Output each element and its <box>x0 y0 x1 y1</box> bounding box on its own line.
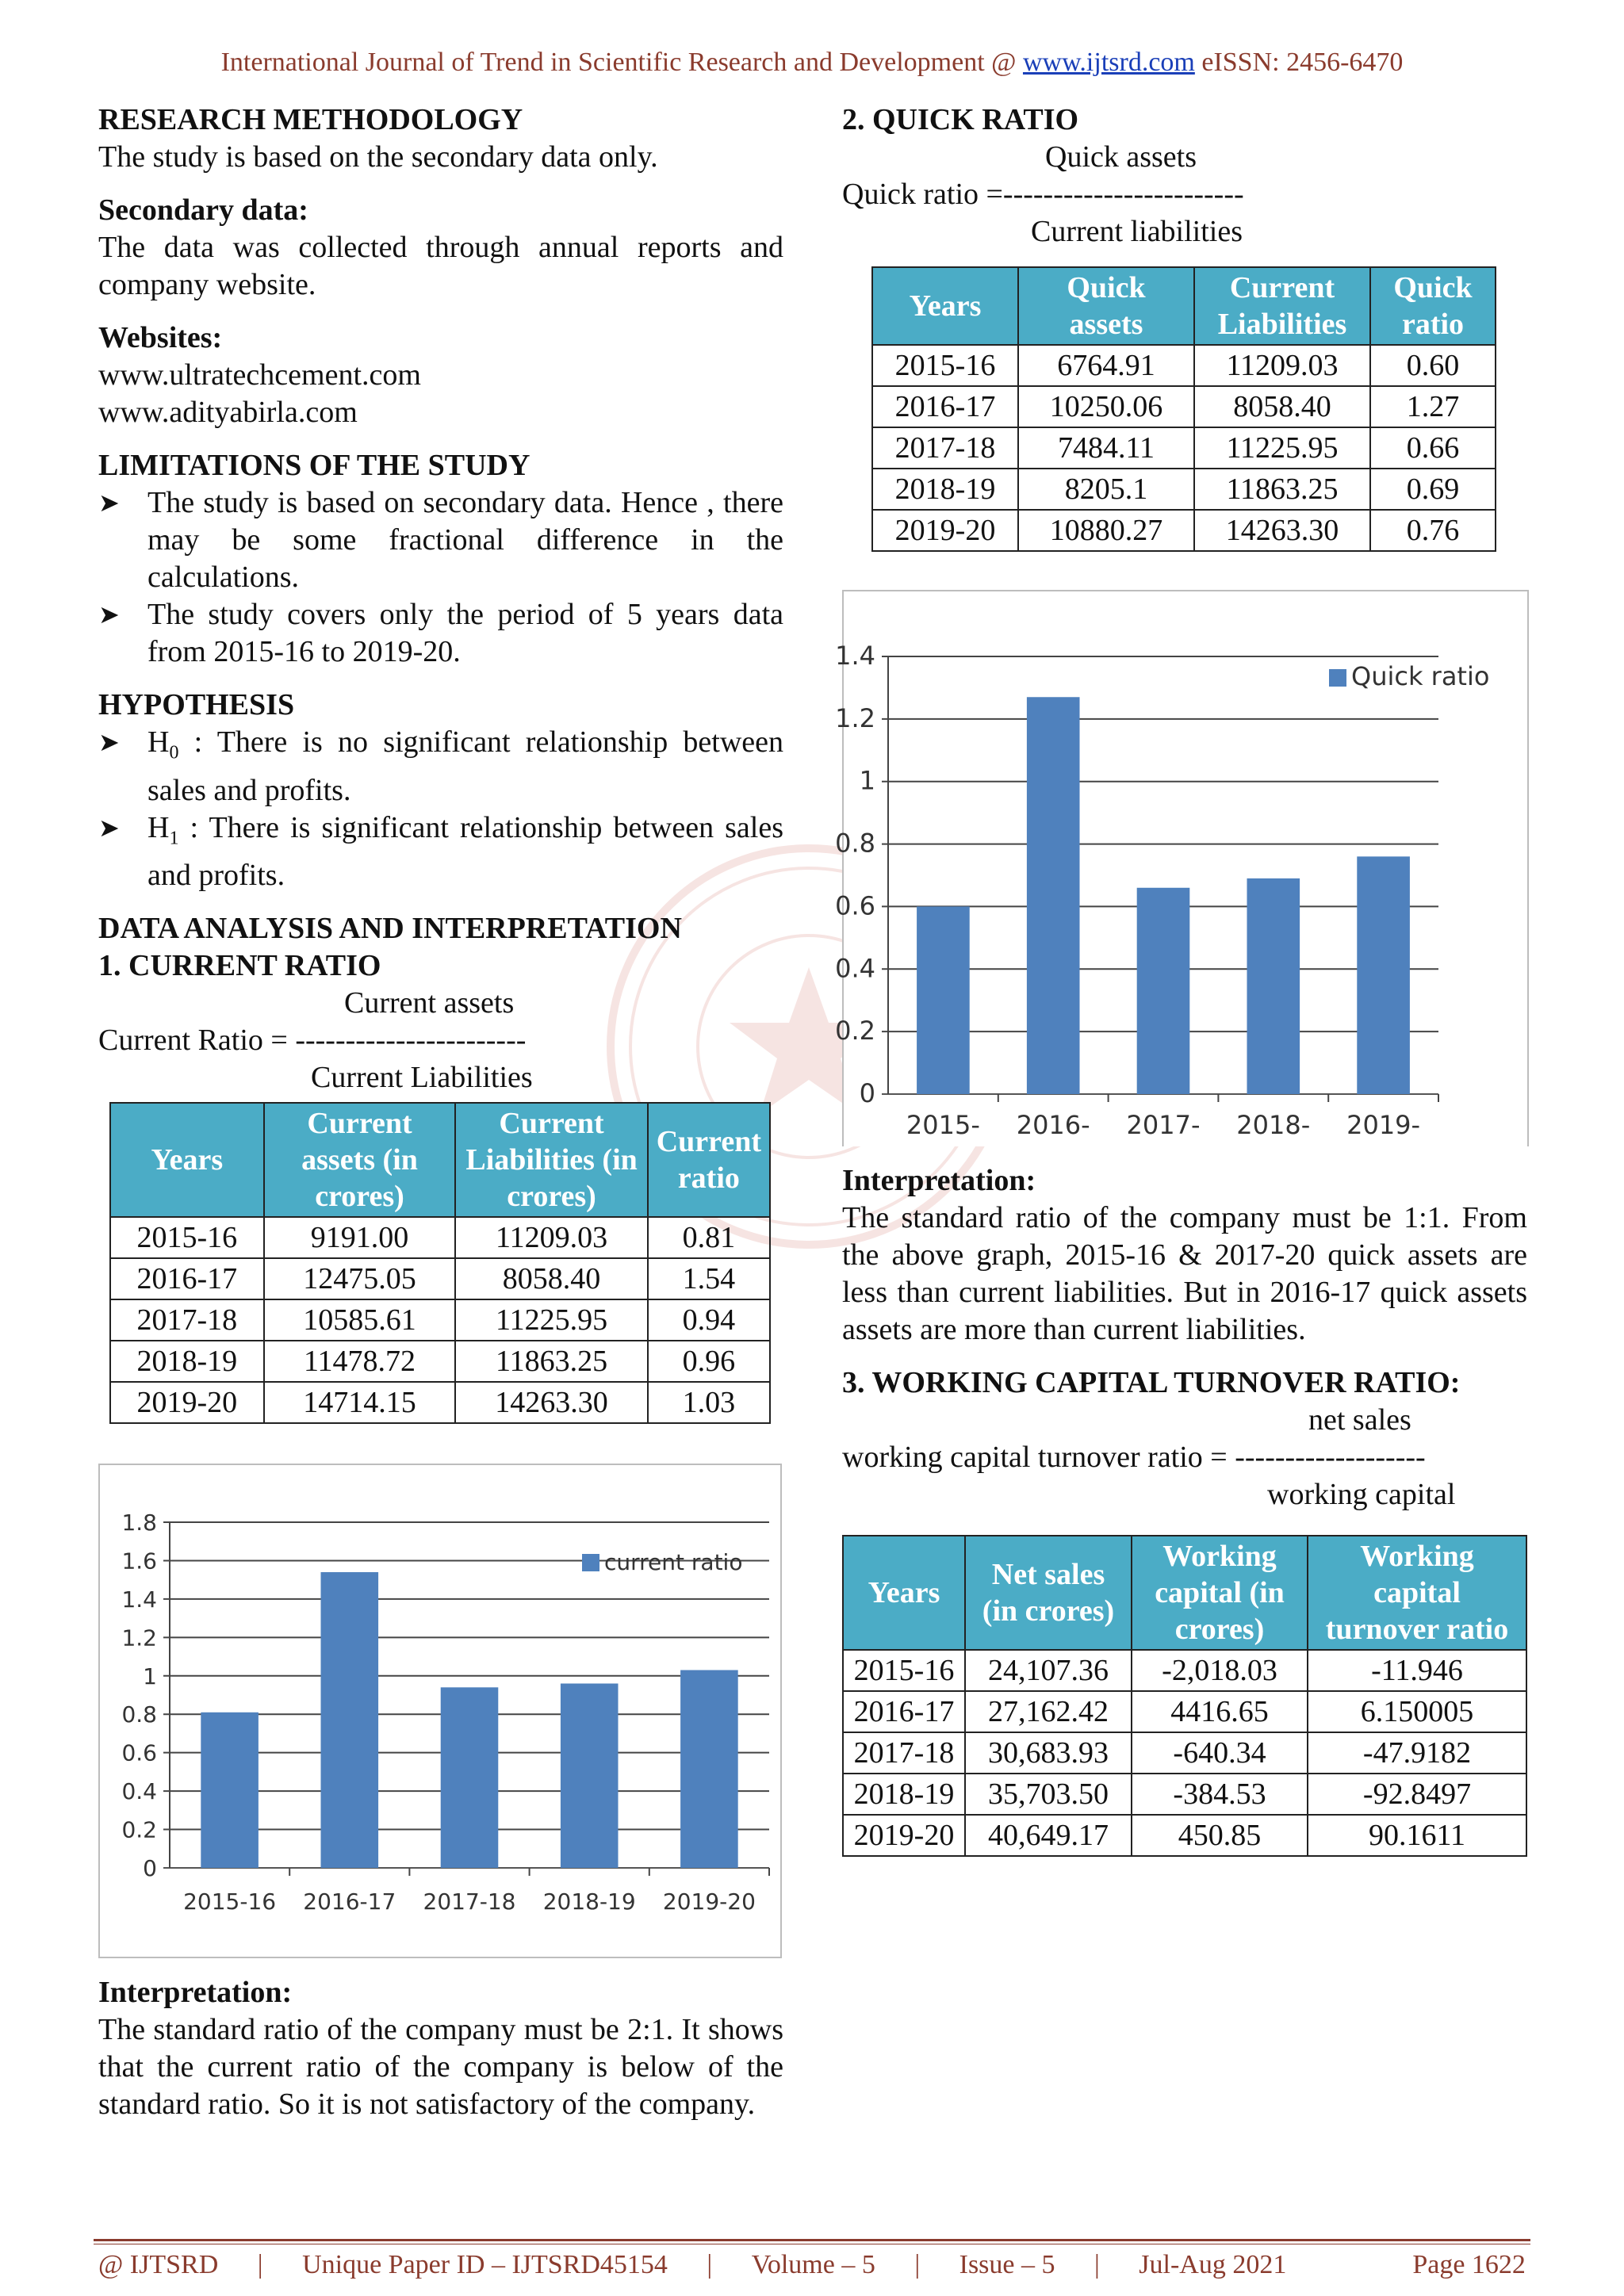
secondary-data-text: The data was collected through annual reports and company website. <box>98 231 783 301</box>
y-tick-label: 0.2 <box>835 1016 875 1047</box>
table-cell: 11225.95 <box>1194 427 1370 469</box>
x-tick-label: 2019- <box>1346 1110 1421 1140</box>
table-cell: 11863.25 <box>1194 469 1370 510</box>
quick-ratio-formula <box>842 139 1527 251</box>
list-item: ➤ The study is based on secondary data. Hence , there may be some fractional difference in the calculations. <box>98 486 783 594</box>
list-item: ➤ $H_0$ : There is no significant relationship between sales and profits. <box>98 725 783 807</box>
column-header: Working capital turnover ratio <box>1308 1536 1526 1650</box>
table-cell: 2018-19 <box>872 469 1018 510</box>
table-cell: 8058.40 <box>1194 386 1370 427</box>
websites-heading: Websites: <box>98 321 223 354</box>
journal-header <box>0 48 1624 78</box>
x-tick-label: 2016-17 <box>303 1888 396 1915</box>
column-header: Current ratio <box>648 1103 770 1217</box>
limitations-list <box>98 484 783 671</box>
current-ratio-formula <box>98 985 783 1096</box>
page-footer <box>98 2250 1526 2280</box>
arrow-bullet-icon: ➤ <box>98 813 120 842</box>
y-tick-label: 1.2 <box>121 1624 157 1651</box>
table-row <box>843 1650 1526 1691</box>
table-cell: -640.34 <box>1132 1732 1308 1774</box>
wctr-heading: 3. WORKING CAPITAL TURNOVER RATIO: <box>842 1366 1461 1399</box>
column-header: Current Liabilities <box>1194 267 1370 345</box>
column-header: Years <box>110 1103 264 1217</box>
left-column <box>98 101 783 1096</box>
column-header: Quick ratio <box>1370 267 1496 345</box>
y-tick-label: 0.6 <box>835 890 875 921</box>
y-tick-label: 0.4 <box>835 953 875 984</box>
legend-label: current ratio <box>604 1549 743 1575</box>
table-cell: 11478.72 <box>264 1341 456 1382</box>
table-cell: 1.27 <box>1370 386 1496 427</box>
footer-date: Jul-Aug 2021 <box>1139 2250 1287 2279</box>
secondary-data-heading: Secondary data: <box>98 193 308 227</box>
footer-separator: | <box>914 2250 921 2279</box>
table-row <box>110 1299 770 1341</box>
table-cell: 14263.30 <box>1194 510 1370 551</box>
column-header: Working capital (in crores) <box>1132 1536 1308 1650</box>
y-tick-label: 1.8 <box>121 1510 157 1536</box>
table-cell: 9191.00 <box>264 1217 456 1258</box>
table-cell: 11209.03 <box>1194 345 1370 386</box>
x-tick-label: 2018- <box>1236 1110 1311 1140</box>
table-cell: -92.8497 <box>1308 1774 1526 1815</box>
website-link[interactable]: www.ultratechcement.com <box>98 358 421 392</box>
table-cell: 35,703.50 <box>965 1774 1132 1815</box>
table-cell: 1.54 <box>648 1258 770 1299</box>
table-row <box>843 1774 1526 1815</box>
y-tick-label: 0 <box>859 1078 875 1108</box>
bar <box>201 1712 259 1868</box>
table-cell: 2016-17 <box>110 1258 264 1299</box>
table-row <box>843 1691 1526 1732</box>
quick-ratio-chart-svg <box>835 591 1527 1146</box>
table-cell: 6.150005 <box>1308 1691 1526 1732</box>
y-tick-label: 1 <box>143 1663 157 1689</box>
table-cell: 2017-18 <box>843 1732 965 1774</box>
list-item: ➤ The study covers only the period of 5 years data from 2015-16 to 2019-20. <box>98 598 783 668</box>
footer-volume: Volume – 5 <box>751 2250 875 2279</box>
column-header: Quick assets <box>1018 267 1194 345</box>
y-tick-label: 0.2 <box>121 1816 157 1843</box>
current-ratio-chart-svg <box>100 1465 780 1957</box>
footer-page-number: Page 1622 <box>1412 2250 1526 2279</box>
column-header: Years <box>872 267 1018 345</box>
limitations-heading: LIMITATIONS OF THE STUDY <box>98 449 530 482</box>
table-cell: 6764.91 <box>1018 345 1194 386</box>
table-cell: 10250.06 <box>1018 386 1194 427</box>
table-cell: 4416.65 <box>1132 1691 1308 1732</box>
formula-denominator: working capital <box>1267 1478 1456 1511</box>
quick-ratio-table <box>871 266 1496 552</box>
bar <box>680 1670 738 1868</box>
table-cell: 27,162.42 <box>965 1691 1132 1732</box>
current-ratio-interpretation <box>98 1974 783 2123</box>
column-header: Net sales (in crores) <box>965 1536 1132 1650</box>
table-cell: 12475.05 <box>264 1258 456 1299</box>
formula-numerator: net sales <box>1308 1403 1411 1437</box>
formula-numerator: Quick assets <box>1045 140 1197 174</box>
table-cell: -384.53 <box>1132 1774 1308 1815</box>
formula-denominator: Current Liabilities <box>311 1061 533 1095</box>
y-tick-label: 0.4 <box>121 1778 157 1805</box>
table-row <box>872 469 1496 510</box>
y-tick-label: 0.8 <box>835 828 875 859</box>
y-tick-label: 0 <box>143 1855 157 1881</box>
legend-swatch <box>582 1554 599 1571</box>
column-header: Current Liabilities (in crores) <box>455 1103 647 1217</box>
table-cell: 0.94 <box>648 1299 770 1341</box>
arrow-bullet-icon: ➤ <box>98 728 120 756</box>
arrow-bullet-icon: ➤ <box>98 488 120 517</box>
quick-ratio-interpretation <box>842 1162 1527 1513</box>
bar <box>1027 697 1080 1094</box>
table-cell: 14714.15 <box>264 1382 456 1423</box>
table-cell: 2016-17 <box>843 1691 965 1732</box>
x-tick-label: 2019-20 <box>662 1888 756 1915</box>
current-ratio-chart <box>98 1464 782 1958</box>
interpretation-text: The standard ratio of the company must be 1:1. From the above graph, 2015-16 & 2017-20 quick assets are less than current liabilities. But in 2016-17 quick assets assets are more than current liabilities. <box>842 1201 1527 1346</box>
y-tick-label: 1.4 <box>121 1586 157 1613</box>
wctr-table <box>842 1535 1527 1857</box>
table-cell: 7484.11 <box>1018 427 1194 469</box>
bar <box>1247 878 1300 1094</box>
table-cell: 0.66 <box>1370 427 1496 469</box>
journal-issn: eISSN: 2456-6470 <box>1194 48 1404 77</box>
table-cell: 90.1611 <box>1308 1815 1526 1856</box>
footer-separator: | <box>707 2250 713 2279</box>
table-cell: 24,107.36 <box>965 1650 1132 1691</box>
table-cell: 2017-18 <box>872 427 1018 469</box>
interpretation-heading: Interpretation: <box>842 1164 1036 1197</box>
table-cell: 11209.03 <box>455 1217 647 1258</box>
footer-rule <box>94 2239 1530 2241</box>
footer-separator: | <box>257 2250 263 2279</box>
research-methodology-text: The study is based on the secondary data only. <box>98 140 658 174</box>
table-cell: -11.946 <box>1308 1650 1526 1691</box>
table-cell: 2019-20 <box>110 1382 264 1423</box>
table-cell: 0.76 <box>1370 510 1496 551</box>
table-cell: 2019-20 <box>872 510 1018 551</box>
table-row <box>110 1382 770 1423</box>
arrow-bullet-icon: ➤ <box>98 600 120 629</box>
table-header-row <box>843 1536 1526 1650</box>
table-cell: 1.03 <box>648 1382 770 1423</box>
bar <box>321 1572 379 1868</box>
bar <box>561 1683 619 1868</box>
footer-issue: Issue – 5 <box>959 2250 1055 2279</box>
table-cell: 0.96 <box>648 1341 770 1382</box>
table-cell: 40,649.17 <box>965 1815 1132 1856</box>
table-cell: 8058.40 <box>455 1258 647 1299</box>
table-cell: 2015-16 <box>110 1217 264 1258</box>
table-cell: 11225.95 <box>455 1299 647 1341</box>
hypothesis-heading: HYPOTHESIS <box>98 688 295 721</box>
hypothesis-list <box>98 724 783 894</box>
formula-lhs: working capital turnover ratio = ------------------- <box>842 1441 1426 1474</box>
footer-journal: @ IJTSRD <box>98 2250 219 2279</box>
table-cell: 2017-18 <box>110 1299 264 1341</box>
table-cell: 2018-19 <box>110 1341 264 1382</box>
current-ratio-table <box>109 1102 771 1424</box>
formula-denominator: Current liabilities <box>1031 215 1243 248</box>
journal-url-link[interactable]: www.ijtsrd.com <box>1022 48 1195 77</box>
right-column <box>842 101 1527 251</box>
table-row <box>872 386 1496 427</box>
table-row <box>110 1341 770 1382</box>
formula-numerator: Current assets <box>344 986 515 1020</box>
table-cell: 10585.61 <box>264 1299 456 1341</box>
table-header-row <box>110 1103 770 1217</box>
x-tick-label: 2015-16 <box>183 1888 277 1915</box>
y-tick-label: 1 <box>859 765 875 796</box>
x-tick-label: 2015- <box>906 1110 980 1140</box>
table-cell: 2018-19 <box>843 1774 965 1815</box>
bar <box>1137 888 1190 1094</box>
table-row <box>872 345 1496 386</box>
legend-swatch <box>1329 669 1346 687</box>
table-row <box>843 1815 1526 1856</box>
bar <box>441 1687 499 1868</box>
table-cell: 2019-20 <box>843 1815 965 1856</box>
research-methodology-heading: RESEARCH METHODOLOGY <box>98 103 523 136</box>
table-row <box>110 1217 770 1258</box>
table-cell: 2015-16 <box>872 345 1018 386</box>
y-tick-label: 0.6 <box>121 1739 157 1766</box>
y-tick-label: 1.2 <box>835 702 875 733</box>
table-row <box>110 1258 770 1299</box>
table-cell: 8205.1 <box>1018 469 1194 510</box>
legend-label: Quick ratio <box>1351 661 1490 691</box>
table-cell: 0.81 <box>648 1217 770 1258</box>
x-tick-label: 2018-19 <box>542 1888 636 1915</box>
interpretation-heading: Interpretation: <box>98 1976 293 2009</box>
website-link[interactable]: www.adityabirla.com <box>98 396 358 429</box>
list-item: ➤ $H_1$ : There is significant relationship between sales and profits. <box>98 810 783 893</box>
interpretation-text: The standard ratio of the company must be 2:1. It shows that the current ratio of the company is below of the standard ratio. So it is not satisfactory of the company. <box>98 2013 783 2121</box>
table-cell: 10880.27 <box>1018 510 1194 551</box>
x-tick-label: 2017-18 <box>423 1888 516 1915</box>
bar <box>1357 856 1410 1094</box>
x-tick-label: 2016- <box>1016 1110 1090 1140</box>
journal-name: International Journal of Trend in Scientific Research and Development @ <box>220 48 1023 77</box>
table-cell: 11863.25 <box>455 1341 647 1382</box>
table-cell: 30,683.93 <box>965 1732 1132 1774</box>
table-cell: 0.69 <box>1370 469 1496 510</box>
quick-ratio-heading: 2. QUICK RATIO <box>842 103 1079 136</box>
column-header: Current assets (in crores) <box>264 1103 456 1217</box>
current-ratio-heading: 1. CURRENT RATIO <box>98 949 381 983</box>
table-cell: 2016-17 <box>872 386 1018 427</box>
table-row <box>843 1732 1526 1774</box>
table-cell: 14263.30 <box>455 1382 647 1423</box>
footer-separator: | <box>1094 2250 1100 2279</box>
formula-lhs: Current Ratio = ----------------------- <box>98 1024 527 1058</box>
y-tick-label: 0.8 <box>121 1701 157 1728</box>
footer-paper-id: Unique Paper ID – IJTSRD45154 <box>302 2250 668 2279</box>
quick-ratio-chart <box>835 590 1529 1146</box>
table-cell: 450.85 <box>1132 1815 1308 1856</box>
table-cell: -2,018.03 <box>1132 1650 1308 1691</box>
y-tick-label: 1.6 <box>121 1548 157 1575</box>
table-header-row <box>872 267 1496 345</box>
formula-lhs: Quick ratio =------------------------ <box>842 178 1244 211</box>
column-header: Years <box>843 1536 965 1650</box>
y-tick-label: 1.4 <box>835 641 875 671</box>
bar <box>917 906 970 1094</box>
data-analysis-heading: DATA ANALYSIS AND INTERPRETATION <box>98 912 682 946</box>
table-row <box>872 510 1496 551</box>
table-cell: -47.9182 <box>1308 1732 1526 1774</box>
wctr-formula <box>842 1402 1527 1513</box>
table-row <box>872 427 1496 469</box>
table-cell: 0.60 <box>1370 345 1496 386</box>
table-cell: 2015-16 <box>843 1650 965 1691</box>
x-tick-label: 2017- <box>1126 1110 1201 1140</box>
